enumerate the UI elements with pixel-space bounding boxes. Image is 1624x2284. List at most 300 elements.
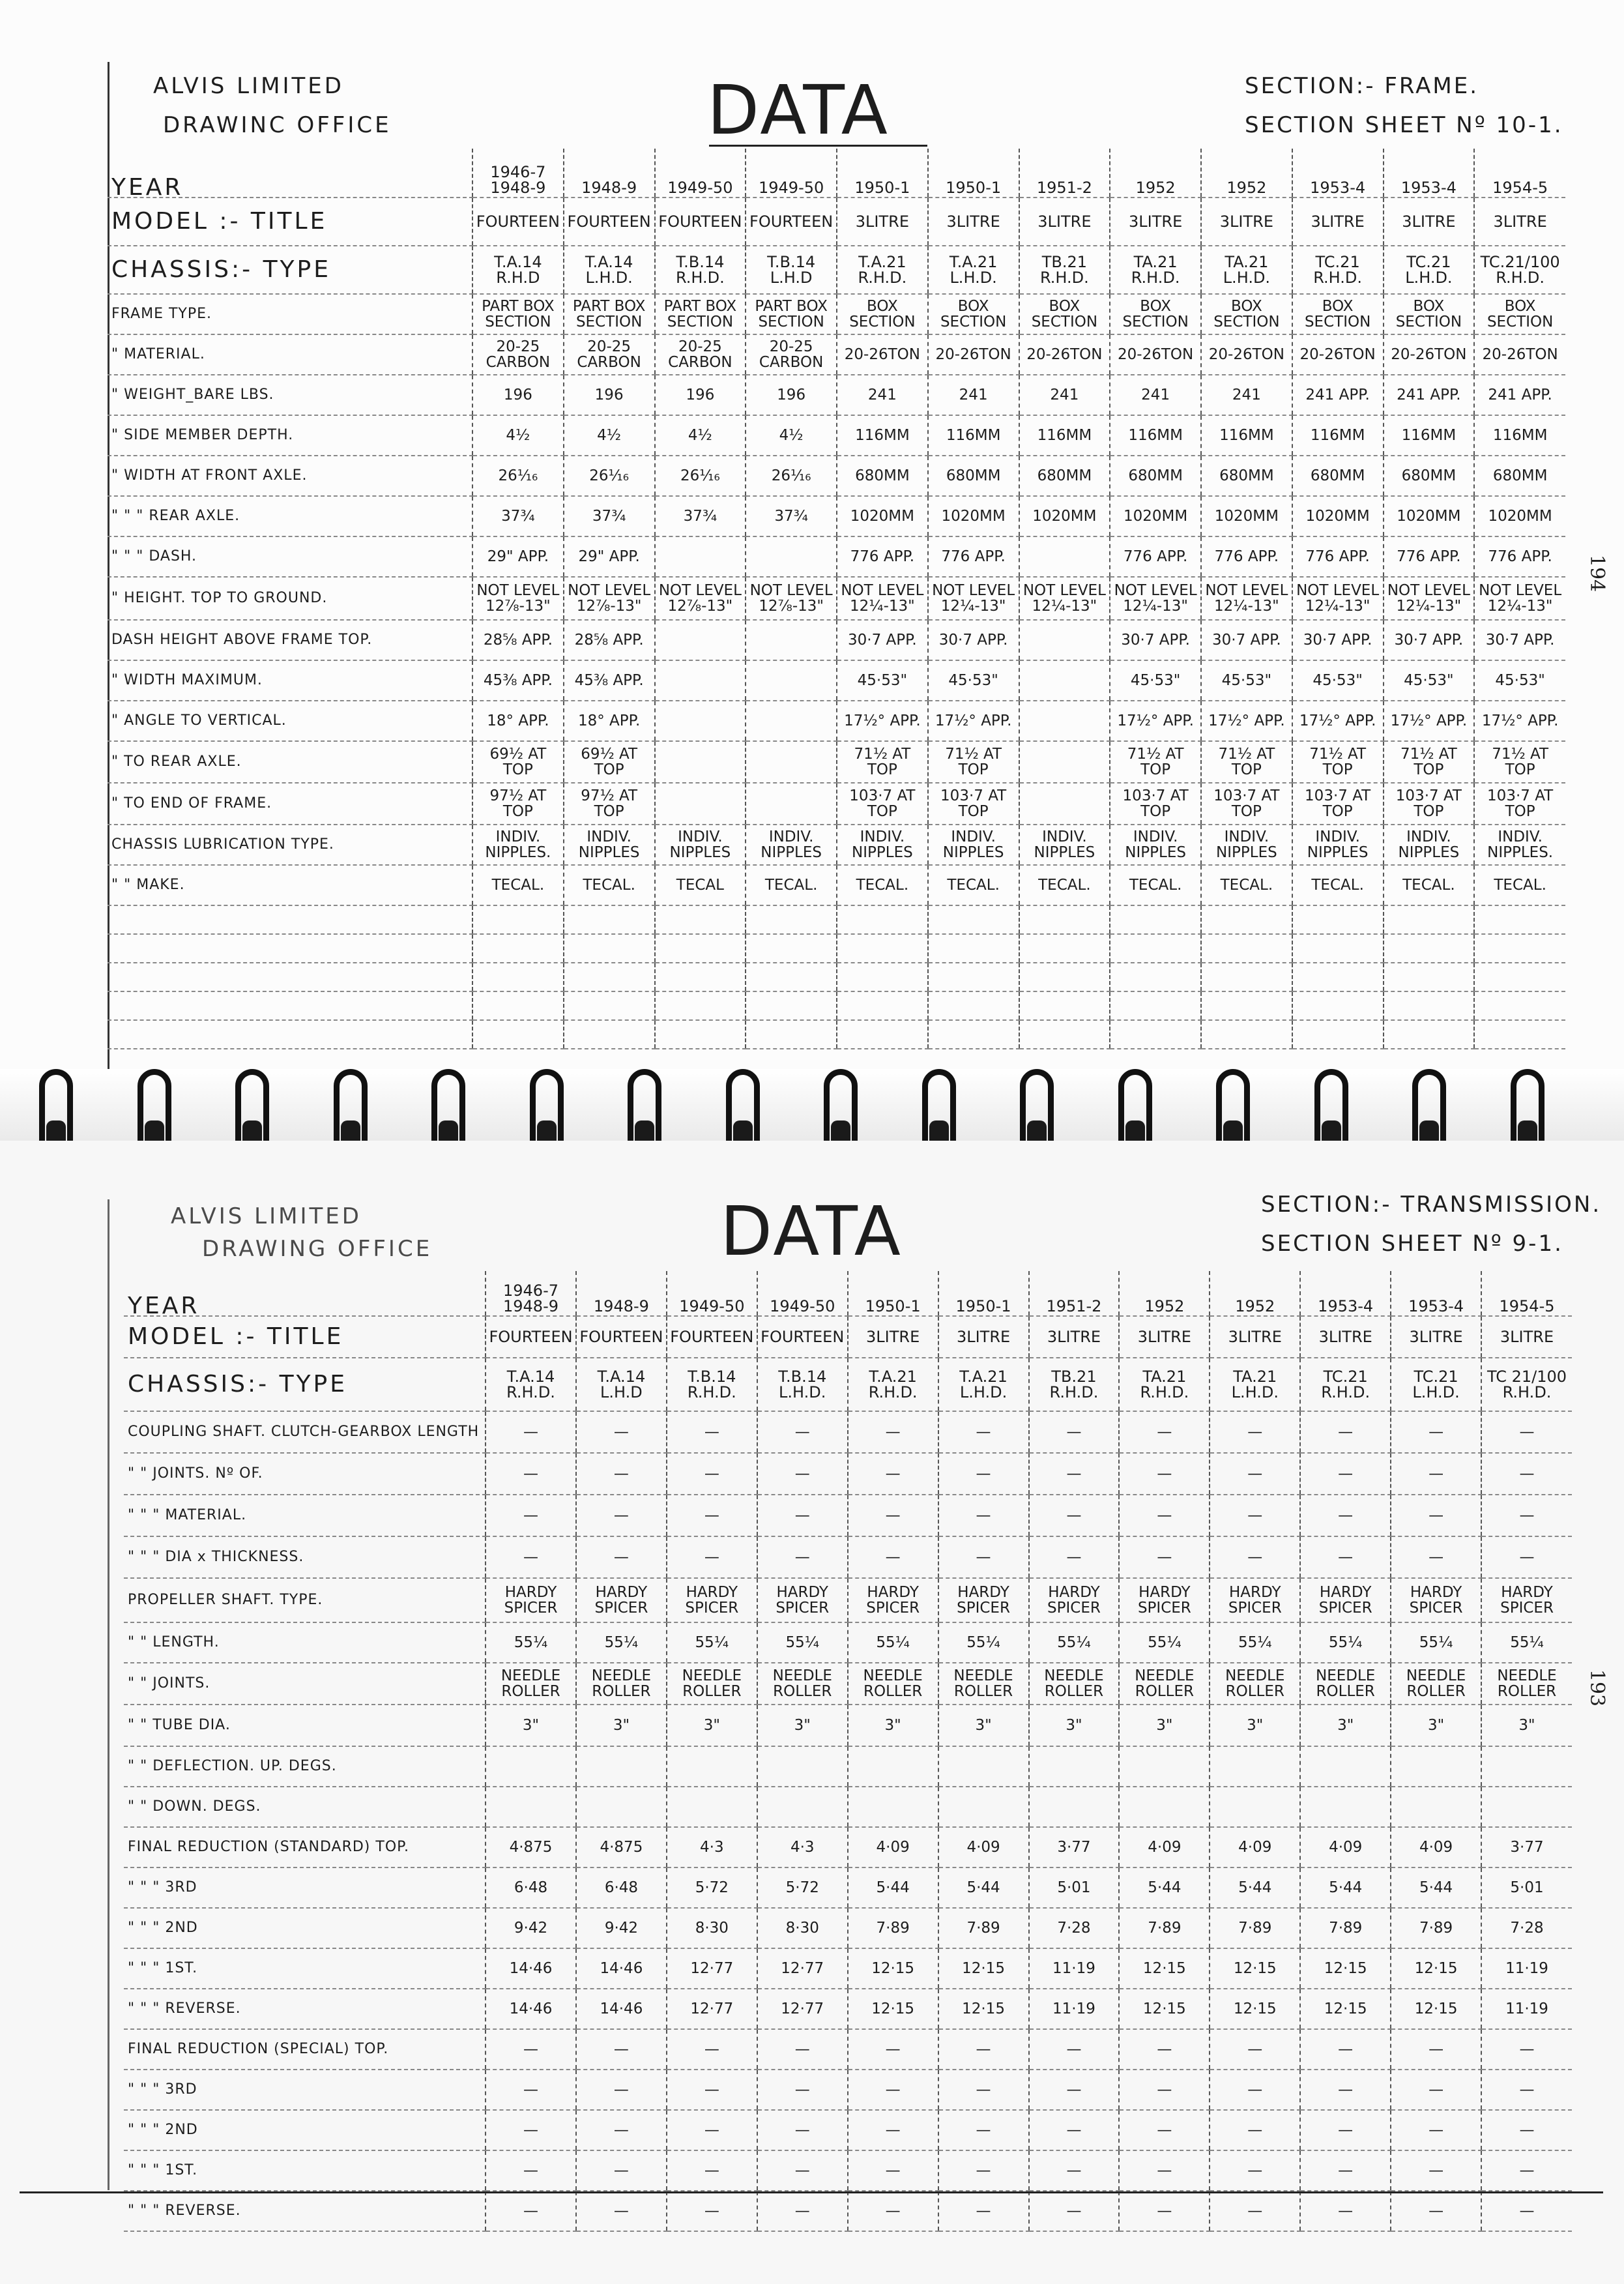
- table-cell: 45·53": [928, 660, 1019, 701]
- table-cell: 45·53": [1201, 660, 1292, 701]
- table-cell: —: [757, 2150, 848, 2191]
- table-cell: —: [486, 2070, 576, 2110]
- row-label: " " JOINTS.: [124, 1663, 486, 1705]
- table-cell: —: [576, 2070, 667, 2110]
- row-label: " WEIGHT_BARE LBS.: [108, 375, 472, 415]
- table-cell: 55¼: [1391, 1622, 1481, 1663]
- table-cell: —: [1119, 2110, 1210, 2150]
- table-cell: 1020MM: [1384, 496, 1475, 536]
- table-cell: NEEDLE ROLLER: [667, 1663, 757, 1705]
- table-row: [108, 375, 1565, 415]
- table-cell: INDIV. NIPPLES.: [1474, 825, 1565, 865]
- table-cell: TA.21 R.H.D.: [1110, 246, 1201, 294]
- table-cell: 116MM: [1110, 415, 1201, 456]
- table-cell: 3": [848, 1705, 938, 1746]
- table-row: [124, 1787, 1572, 1827]
- table-cell: 1951-2: [1019, 149, 1110, 198]
- table-cell: 29" APP.: [472, 536, 564, 577]
- table-cell: 680MM: [1474, 456, 1565, 496]
- table-cell: 3LITRE: [1019, 198, 1110, 246]
- table-cell: 3": [757, 1705, 848, 1746]
- table-cell: 20-25 CARBON: [655, 334, 746, 375]
- table-cell: 241: [837, 375, 928, 415]
- table-cell: TC.21/100 R.H.D.: [1474, 246, 1565, 294]
- table-cell: 1949-50: [655, 149, 746, 198]
- row-label: YEAR: [108, 149, 472, 198]
- table-cell: 241: [1110, 375, 1201, 415]
- table-row: [124, 1867, 1572, 1908]
- table-cell: —: [1119, 1453, 1210, 1495]
- table-cell: —: [667, 1495, 757, 1536]
- table-cell: —: [1210, 2191, 1300, 2231]
- table-cell: —: [1029, 1495, 1120, 1536]
- table-cell: 12·77: [667, 1948, 757, 1989]
- table-cell: [938, 1746, 1029, 1787]
- table-row: [124, 1578, 1572, 1622]
- table-cell: 55¼: [1481, 1622, 1572, 1663]
- table-row: [124, 1663, 1572, 1705]
- table-cell: 776 APP.: [928, 536, 1019, 577]
- row-label: MODEL :- TITLE: [108, 198, 472, 246]
- table-cell: 1020MM: [1019, 496, 1110, 536]
- table-cell: 3": [1029, 1705, 1120, 1746]
- table-cell: 103·7 AT TOP: [1474, 783, 1565, 825]
- table-cell: —: [1029, 2029, 1120, 2070]
- table-cell: 55¼: [667, 1622, 757, 1663]
- table-cell: —: [848, 2150, 938, 2191]
- row-label: " " " 1ST.: [124, 2150, 486, 2191]
- row-label: " " " DIA x THICKNESS.: [124, 1536, 486, 1578]
- table-cell: 8·30: [757, 1908, 848, 1948]
- table-cell: [576, 1787, 667, 1827]
- table-cell: [655, 660, 746, 701]
- table-cell: PART BOX SECTION: [472, 294, 564, 334]
- table-cell: 1952: [1210, 1271, 1300, 1316]
- table-cell: 776 APP.: [1292, 536, 1384, 577]
- table-cell: 3": [1391, 1705, 1481, 1746]
- table-cell: [486, 1787, 576, 1827]
- table-cell: —: [667, 1453, 757, 1495]
- table-cell: 30·7 APP.: [1384, 620, 1475, 660]
- table-cell: NEEDLE ROLLER: [1481, 1663, 1572, 1705]
- table-cell: 7·89: [1300, 1908, 1391, 1948]
- table-cell: INDIV. NIPPLES: [1384, 825, 1475, 865]
- table-cell: 71½ AT TOP: [1474, 741, 1565, 783]
- table-cell: —: [938, 1411, 1029, 1453]
- table-cell: 1946-7 1948-9: [472, 149, 564, 198]
- table-row: [108, 577, 1565, 620]
- table-cell: [1391, 1787, 1481, 1827]
- table-cell: [746, 783, 837, 825]
- table-cell: 20-25 CARBON: [472, 334, 564, 375]
- row-label: " SIDE MEMBER DEPTH.: [108, 415, 472, 456]
- row-label: FRAME TYPE.: [108, 294, 472, 334]
- table-cell: INDIV. NIPPLES: [837, 825, 928, 865]
- table-row: [108, 456, 1565, 496]
- table-cell: 20-26TON: [928, 334, 1019, 375]
- table-cell: 3LITRE: [928, 198, 1019, 246]
- bottom-edge-line: [20, 2191, 1603, 2193]
- section-name: SECTION:- FRAME.: [1245, 73, 1479, 99]
- table-cell: 55¼: [1300, 1622, 1391, 1663]
- table-cell: 20-26TON: [837, 334, 928, 375]
- table-cell: [1300, 1787, 1391, 1827]
- table-cell: —: [1210, 2150, 1300, 2191]
- table-cell: —: [848, 1453, 938, 1495]
- table-cell: —: [486, 2029, 576, 2070]
- table-cell: 1020MM: [1110, 496, 1201, 536]
- table-cell: 1020MM: [1292, 496, 1384, 536]
- table-cell: 1953-4: [1292, 149, 1384, 198]
- table-cell: —: [757, 2029, 848, 2070]
- table-cell: 3LITRE: [1029, 1316, 1120, 1358]
- table-cell: FOURTEEN: [757, 1316, 848, 1358]
- table-cell: —: [486, 1536, 576, 1578]
- table-cell: —: [1300, 2070, 1391, 2110]
- table-cell: —: [757, 1495, 848, 1536]
- table-cell: NEEDLE ROLLER: [757, 1663, 848, 1705]
- table-cell: 1948-9: [576, 1271, 667, 1316]
- table-cell: HARDY SPICER: [1029, 1578, 1120, 1622]
- table-cell: 14·46: [576, 1948, 667, 1989]
- table-cell: —: [757, 2070, 848, 2110]
- table-cell: 116MM: [1292, 415, 1384, 456]
- table-row: [108, 536, 1565, 577]
- table-cell: 3": [576, 1705, 667, 1746]
- table-row: [124, 2191, 1572, 2231]
- table-cell: 4½: [564, 415, 655, 456]
- table-cell: HARDY SPICER: [1300, 1578, 1391, 1622]
- table-cell: —: [1300, 1453, 1391, 1495]
- table-cell: —: [1391, 1411, 1481, 1453]
- table-cell: 45⅜ APP.: [472, 660, 564, 701]
- table-cell: —: [938, 1495, 1029, 1536]
- row-label: " MATERIAL.: [108, 334, 472, 375]
- table-cell: 12·15: [1119, 1989, 1210, 2029]
- table-cell: NEEDLE ROLLER: [938, 1663, 1029, 1705]
- table-row: [124, 1622, 1572, 1663]
- table-cell: —: [1391, 1536, 1481, 1578]
- table-cell: [1300, 1746, 1391, 1787]
- table-cell: 680MM: [1384, 456, 1475, 496]
- blank-row: [108, 991, 1565, 1020]
- table-cell: 241 APP.: [1292, 375, 1384, 415]
- table-row: [108, 741, 1565, 783]
- table-cell: [1029, 1746, 1120, 1787]
- table-cell: 26¹⁄₁₆: [746, 456, 837, 496]
- table-cell: HARDY SPICER: [1481, 1578, 1572, 1622]
- table-cell: 1953-4: [1300, 1271, 1391, 1316]
- table-row: [124, 2110, 1572, 2150]
- table-cell: —: [576, 1495, 667, 1536]
- table-cell: T.B.14 L.H.D.: [757, 1358, 848, 1411]
- table-cell: —: [667, 1411, 757, 1453]
- table-cell: INDIV. NIPPLES: [655, 825, 746, 865]
- table-row: [108, 701, 1565, 741]
- table-cell: NOT LEVEL 12¼-13": [1292, 577, 1384, 620]
- table-row: [124, 1746, 1572, 1787]
- table-cell: 4·875: [486, 1827, 576, 1867]
- table-cell: 241: [1019, 375, 1110, 415]
- table-cell: [1391, 1746, 1481, 1787]
- table-cell: —: [576, 1411, 667, 1453]
- table-cell: 196: [564, 375, 655, 415]
- table-row: [108, 415, 1565, 456]
- row-label: YEAR: [124, 1271, 486, 1316]
- table-cell: —: [1300, 2029, 1391, 2070]
- table-cell: —: [1210, 1536, 1300, 1578]
- row-label: " HEIGHT. TOP TO GROUND.: [108, 577, 472, 620]
- table-cell: HARDY SPICER: [576, 1578, 667, 1622]
- table-cell: 17½° APP.: [1474, 701, 1565, 741]
- table-cell: 28⅝ APP.: [564, 620, 655, 660]
- table-row: [124, 2070, 1572, 2110]
- table-cell: FOURTEEN: [576, 1316, 667, 1358]
- transmission-data-table: [124, 1271, 1572, 2232]
- table-cell: 7·28: [1481, 1908, 1572, 1948]
- table-cell: 55¼: [576, 1622, 667, 1663]
- table-cell: —: [667, 2191, 757, 2231]
- table-cell: 3": [667, 1705, 757, 1746]
- table-cell: —: [576, 1453, 667, 1495]
- table-cell: TC 21/100 R.H.D.: [1481, 1358, 1572, 1411]
- table-cell: 20-26TON: [1474, 334, 1565, 375]
- table-cell: 71½ AT TOP: [1110, 741, 1201, 783]
- table-cell: 3": [938, 1705, 1029, 1746]
- table-cell: 12·15: [848, 1948, 938, 1989]
- row-label: " " " REVERSE.: [124, 2191, 486, 2231]
- row-label: " " MAKE.: [108, 865, 472, 905]
- table-cell: [486, 1746, 576, 1787]
- table-cell: 30·7 APP.: [1110, 620, 1201, 660]
- table-cell: —: [848, 2070, 938, 2110]
- table-cell: [1019, 536, 1110, 577]
- row-label: " " DOWN. DEGS.: [124, 1787, 486, 1827]
- table-cell: —: [576, 2110, 667, 2150]
- table-cell: FOURTEEN: [486, 1316, 576, 1358]
- table-cell: 1952: [1201, 149, 1292, 198]
- table-cell: 7·89: [848, 1908, 938, 1948]
- table-cell: —: [1029, 1411, 1120, 1453]
- table-cell: 241 APP.: [1474, 375, 1565, 415]
- table-cell: —: [667, 2150, 757, 2191]
- table-cell: T.A.14 R.H.D.: [486, 1358, 576, 1411]
- row-label: " " " REAR AXLE.: [108, 496, 472, 536]
- table-cell: 776 APP.: [1201, 536, 1292, 577]
- table-cell: —: [1300, 1411, 1391, 1453]
- table-cell: —: [486, 1453, 576, 1495]
- table-cell: HARDY SPICER: [1391, 1578, 1481, 1622]
- table-cell: 4½: [655, 415, 746, 456]
- table-cell: —: [848, 1411, 938, 1453]
- table-cell: 116MM: [837, 415, 928, 456]
- table-cell: BOX SECTION: [1474, 294, 1565, 334]
- table-cell: —: [576, 1536, 667, 1578]
- table-cell: NOT LEVEL 12¼-13": [837, 577, 928, 620]
- table-cell: —: [1029, 1453, 1120, 1495]
- table-cell: 17½° APP.: [1201, 701, 1292, 741]
- table-cell: NOT LEVEL 12⅞-13": [655, 577, 746, 620]
- table-cell: 4½: [746, 415, 837, 456]
- table-cell: TECAL.: [472, 865, 564, 905]
- table-cell: TECAL.: [837, 865, 928, 905]
- table-row: [124, 1705, 1572, 1746]
- table-cell: PART BOX SECTION: [564, 294, 655, 334]
- table-cell: 1953-4: [1391, 1271, 1481, 1316]
- table-cell: 3": [1300, 1705, 1391, 1746]
- table-cell: 3LITRE: [1292, 198, 1384, 246]
- table-cell: 71½ AT TOP: [1292, 741, 1384, 783]
- table-cell: 20-26TON: [1292, 334, 1384, 375]
- table-cell: —: [576, 2150, 667, 2191]
- table-cell: NOT LEVEL 12¼-13": [1201, 577, 1292, 620]
- table-cell: 4·875: [576, 1827, 667, 1867]
- table-cell: 12·15: [1300, 1948, 1391, 1989]
- table-row: [108, 496, 1565, 536]
- table-cell: 3LITRE: [1110, 198, 1201, 246]
- table-row: [108, 660, 1565, 701]
- table-row: [124, 1536, 1572, 1578]
- table-row: [108, 334, 1565, 375]
- row-label: " " " 1ST.: [124, 1948, 486, 1989]
- table-row: [124, 1453, 1572, 1495]
- table-cell: 241: [928, 375, 1019, 415]
- table-row: [124, 1358, 1572, 1411]
- table-cell: —: [1300, 1536, 1391, 1578]
- table-cell: TECAL.: [1110, 865, 1201, 905]
- table-row: [124, 1271, 1572, 1316]
- table-cell: —: [938, 1536, 1029, 1578]
- table-cell: NEEDLE ROLLER: [1391, 1663, 1481, 1705]
- table-cell: BOX SECTION: [1292, 294, 1384, 334]
- table-cell: FOURTEEN: [472, 198, 564, 246]
- row-label: " WIDTH AT FRONT AXLE.: [108, 456, 472, 496]
- table-cell: 8·30: [667, 1908, 757, 1948]
- table-cell: 37¾: [472, 496, 564, 536]
- table-row: [108, 294, 1565, 334]
- table-cell: 14·46: [576, 1989, 667, 2029]
- table-cell: —: [848, 2110, 938, 2150]
- table-cell: 5·72: [757, 1867, 848, 1908]
- table-cell: 30·7 APP.: [1201, 620, 1292, 660]
- table-cell: 30·7 APP.: [837, 620, 928, 660]
- table-cell: INDIV. NIPPLES.: [472, 825, 564, 865]
- table-cell: 1949-50: [667, 1271, 757, 1316]
- table-cell: 1950-1: [837, 149, 928, 198]
- table-cell: —: [757, 1411, 848, 1453]
- table-cell: 680MM: [1019, 456, 1110, 496]
- table-cell: HARDY SPICER: [848, 1578, 938, 1622]
- table-cell: 20-26TON: [1019, 334, 1110, 375]
- table-cell: —: [1481, 2150, 1572, 2191]
- row-label: " TO REAR AXLE.: [108, 741, 472, 783]
- table-cell: [1119, 1787, 1210, 1827]
- table-row: [124, 1316, 1572, 1358]
- table-cell: INDIV. NIPPLES: [1110, 825, 1201, 865]
- table-cell: 55¼: [938, 1622, 1029, 1663]
- table-cell: —: [1391, 2029, 1481, 2070]
- row-label: " ANGLE TO VERTICAL.: [108, 701, 472, 741]
- section-sheet-number: SECTION SHEET Nº 10-1.: [1245, 112, 1563, 138]
- table-cell: —: [938, 2029, 1029, 2070]
- table-cell: TC.21 L.H.D.: [1391, 1358, 1481, 1411]
- table-cell: NEEDLE ROLLER: [1119, 1663, 1210, 1705]
- table-cell: —: [1391, 2070, 1481, 2110]
- table-cell: INDIV. NIPPLES: [564, 825, 655, 865]
- table-cell: [655, 536, 746, 577]
- table-cell: T.A.21 R.H.D.: [848, 1358, 938, 1411]
- table-cell: 1953-4: [1384, 149, 1475, 198]
- table-cell: BOX SECTION: [837, 294, 928, 334]
- table-cell: —: [1029, 1536, 1120, 1578]
- table-cell: NEEDLE ROLLER: [1029, 1663, 1120, 1705]
- table-cell: 680MM: [1110, 456, 1201, 496]
- table-cell: —: [938, 2150, 1029, 2191]
- table-cell: HARDY SPICER: [757, 1578, 848, 1622]
- table-cell: NOT LEVEL 12¼-13": [928, 577, 1019, 620]
- table-cell: —: [1029, 2150, 1120, 2191]
- table-cell: 3LITRE: [1384, 198, 1475, 246]
- table-cell: 29" APP.: [564, 536, 655, 577]
- table-cell: 12·15: [1391, 1989, 1481, 2029]
- table-cell: —: [667, 2110, 757, 2150]
- table-cell: 12·77: [757, 1989, 848, 2029]
- table-cell: NOT LEVEL 12¼-13": [1474, 577, 1565, 620]
- row-label: " " " 2ND: [124, 1908, 486, 1948]
- table-cell: 1946-7 1948-9: [486, 1271, 576, 1316]
- table-row: [124, 1908, 1572, 1948]
- table-cell: T.B.14 L.H.D: [746, 246, 837, 294]
- table-cell: INDIV. NIPPLES: [1201, 825, 1292, 865]
- table-cell: [1481, 1787, 1572, 1827]
- table-cell: 18° APP.: [564, 701, 655, 741]
- table-cell: 9·42: [486, 1908, 576, 1948]
- table-cell: TA.21 L.H.D.: [1201, 246, 1292, 294]
- table-cell: 103·7 AT TOP: [1292, 783, 1384, 825]
- table-cell: 55¼: [1119, 1622, 1210, 1663]
- row-label: MODEL :- TITLE: [124, 1316, 486, 1358]
- table-cell: 241: [1201, 375, 1292, 415]
- table-cell: [746, 701, 837, 741]
- table-cell: 4·09: [1119, 1827, 1210, 1867]
- table-cell: NEEDLE ROLLER: [576, 1663, 667, 1705]
- table-cell: 71½ AT TOP: [1384, 741, 1475, 783]
- blank-row: [108, 963, 1565, 991]
- table-row: [108, 783, 1565, 825]
- table-cell: —: [1481, 2110, 1572, 2150]
- table-cell: 196: [655, 375, 746, 415]
- table-cell: NEEDLE ROLLER: [848, 1663, 938, 1705]
- table-cell: —: [1391, 2110, 1481, 2150]
- table-cell: NOT LEVEL 12¼-13": [1019, 577, 1110, 620]
- table-cell: TECAL.: [1201, 865, 1292, 905]
- table-cell: —: [1210, 1495, 1300, 1536]
- table-cell: TB.21 R.H.D.: [1029, 1358, 1120, 1411]
- table-cell: 241 APP.: [1384, 375, 1475, 415]
- table-cell: [746, 741, 837, 783]
- table-cell: HARDY SPICER: [1119, 1578, 1210, 1622]
- table-cell: 5·44: [1210, 1867, 1300, 1908]
- table-cell: 11·19: [1481, 1989, 1572, 2029]
- table-cell: 17½° APP.: [1110, 701, 1201, 741]
- table-cell: [1119, 1746, 1210, 1787]
- table-row: [124, 1495, 1572, 1536]
- table-cell: —: [1210, 2029, 1300, 2070]
- table-cell: 776 APP.: [837, 536, 928, 577]
- table-cell: —: [1300, 2110, 1391, 2150]
- table-cell: T.A.14 R.H.D: [472, 246, 564, 294]
- table-cell: 103·7 AT TOP: [1110, 783, 1201, 825]
